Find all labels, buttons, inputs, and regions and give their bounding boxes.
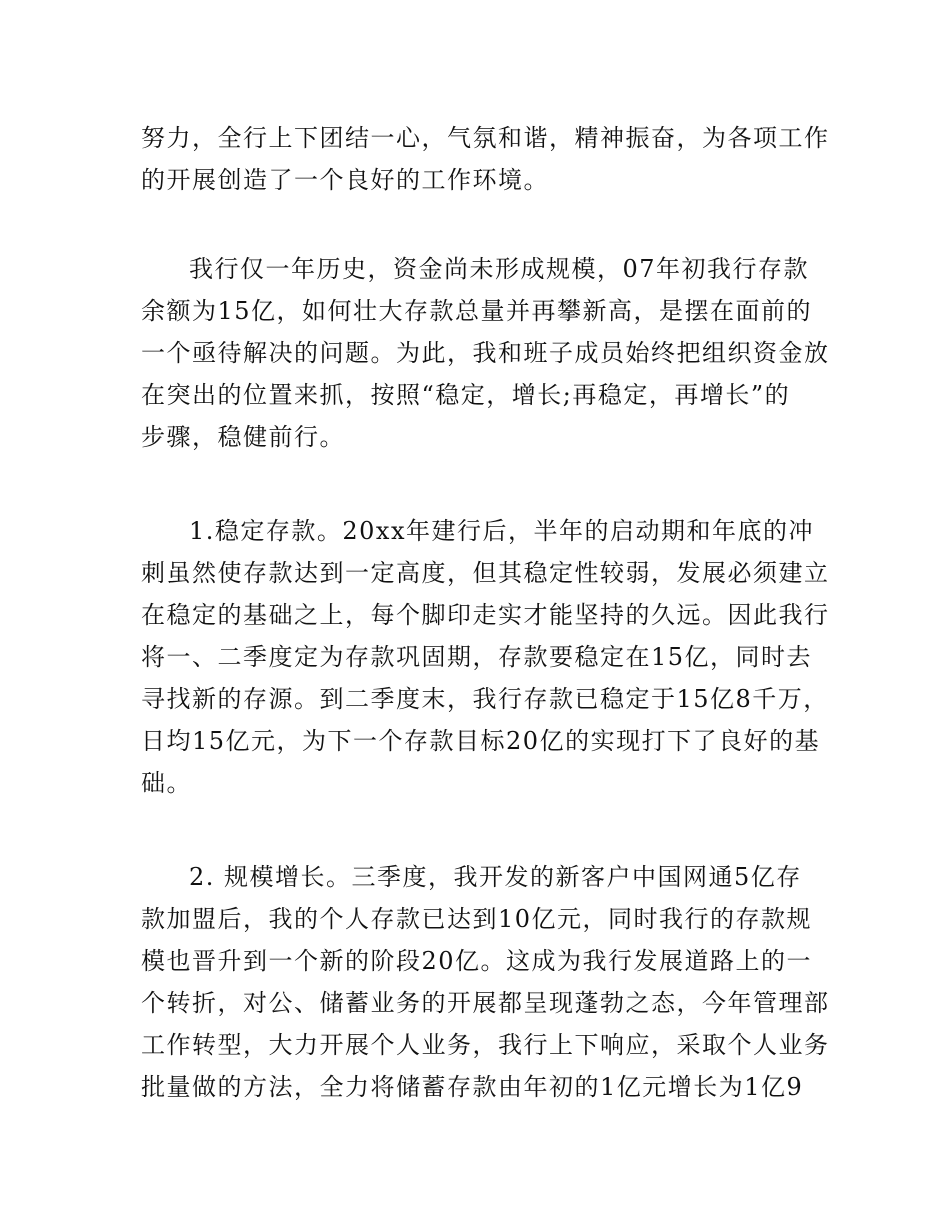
paragraph-line: 础。 xyxy=(141,769,192,797)
paragraph-line: 的开展创造了一个良好的工作环境。 xyxy=(141,166,549,194)
paragraph-line: 日均15亿元，为下一个存款目标20亿的实现打下了良好的基 xyxy=(141,727,821,755)
paragraph-line: 工作转型，大力开展个人业务，我行上下响应，采取个人业务 xyxy=(141,1031,830,1059)
paragraph-line: 款加盟后，我的个人存款已达到10亿元，同时我行的存款规 xyxy=(141,905,813,933)
paragraph-line: 批量做的方法，全力将储蓄存款由年初的1亿元增长为1亿9 xyxy=(141,1073,804,1101)
paragraph-line: 1.稳定存款。20xx年建行后，半年的启动期和年底的冲 xyxy=(189,517,815,545)
paragraph-line: 步骤，稳健前行。 xyxy=(141,423,345,451)
paragraph-line: 刺虽然使存款达到一定高度，但其稳定性较弱，发展必须建立 xyxy=(141,559,830,587)
paragraph-line: 2. 规模增长。三季度，我开发的新客户中国网通5亿存 xyxy=(189,863,802,891)
paragraph-line: 模也晋升到一个新的阶段20亿。这成为我行发展道路上的一 xyxy=(141,947,813,975)
paragraph-line: 余额为15亿，如何壮大存款总量并再攀新高，是摆在面前的 xyxy=(141,297,813,325)
paragraph-line: 寻找新的存源。到二季度末，我行存款已稳定于15亿8千万， xyxy=(141,685,829,713)
paragraph-line: 个转折，对公、储蓄业务的开展都呈现蓬勃之态，今年管理部 xyxy=(141,989,830,1017)
paragraph-line: 在突出的位置来抓，按照“稳定，增长;再稳定，再增长”的 xyxy=(141,381,791,409)
paragraph-line: 将一、二季度定为存款巩固期，存款要稳定在15亿，同时去 xyxy=(141,643,813,671)
paragraph-line: 努力，全行上下团结一心，气氛和谐，精神振奋，为各项工作 xyxy=(141,124,830,152)
paragraph-line: 在稳定的基础之上，每个脚印走实才能坚持的久远。因此我行 xyxy=(141,601,830,629)
paragraph-line: 一个亟待解决的问题。为此，我和班子成员始终把组织资金放 xyxy=(141,339,830,367)
paragraph-line: 我行仅一年历史，资金尚未形成规模，07年初我行存款 xyxy=(189,255,810,283)
